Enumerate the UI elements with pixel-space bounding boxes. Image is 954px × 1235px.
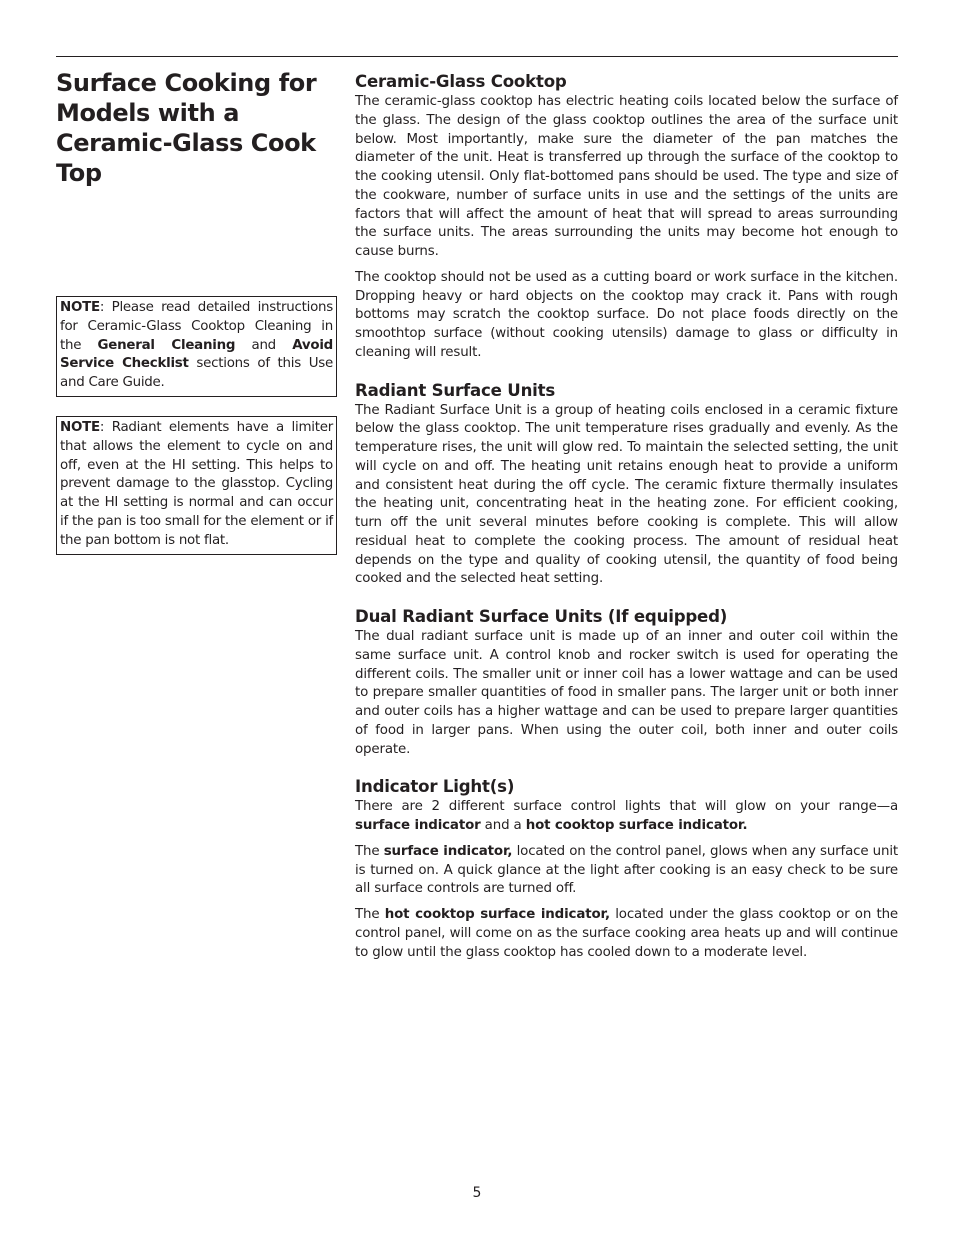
paragraph-text: The [355,843,384,859]
page-title: Surface Cooking for Models with a Ceramic-Glass Cook Top [56,69,317,187]
note-bold-text: Avoid Service Checklist [60,337,333,372]
right-column [355,72,898,980]
section-paragraph: The Radiant Surface Unit is a group of heating coils enclosed in a ceramic fixture below the glass cooktop. The unit temperature rises gradually and evenly. As the temperature rises, the unit will glow red. To maintain the selected setting, the unit will cycle on and off. The heating unit retains enough heat to provide a uniform and consistent heat during the off cycle. The ceramic fixture thermally insulates the heating unit, concentrating heat in the heating zone. For efficient cooking, turn off the unit several minutes before cooking is complete. This will allow residual heat to complete the cooking process. The amount of residual heat depends on the type and quality of cooking utensil, the quantity of food being cooked and the selected heat setting. [355,402,898,587]
section-paragraph [355,843,898,899]
paragraph-text: located on the control panel, glows when any surface unit is turned on. A quick glance at the light after cooking is an easy check to be sure all surface controls are turned off. [355,843,899,897]
section-ceramic-glass-cooktop [355,72,898,363]
left-column [56,68,337,188]
section-heading: Ceramic-Glass Cooktop [355,72,567,91]
section-heading: Indicator Light(s) [355,777,515,797]
section-paragraph: The ceramic-glass cooktop has electric heating coils located below the surface of the glass. The design of the glass cooktop outlines the area of the surface unit below. Most importantly, make sure the diameter of the pan matches the diameter of the unit. Heat is transferred up through the surface of the cooktop to the cooking utensil. Only flat-bottomed pans should be used. The type and size of the cookware, number of surface units in use and the settings of the units are factors that will affect the amount of heat that will spread to areas surrounding the surface units. The areas surrounding the units may become hot enough to cause burns. [355,94,898,259]
note-text: : Radiant elements have a limiter that allows the element to cycle on and off, even at the HI setting. This helps to prevent damage to the glasstop. Cycling at the HI setting is normal and can occur if the pan is too small for the element or if the pan bottom is not flat. [60,420,333,548]
note-label: NOTE [60,420,100,435]
note-text: sections of this Use and Care Guide. [60,356,333,391]
section-radiant-surface-units [355,381,898,590]
section-paragraph: The dual radiant surface unit is made up of an inner and outer coil within the same surface unit. A control knob and rocker switch is used for operating the different coils. The smaller unit or inner coil has a lower wattage and can be used to prepare smaller quantities of food in smaller pans. The larger unit or both inner and outer coils has a higher wattage and can be used to prepare larger quantities of food in larger pans. When using the outer coil, both inner and outer coils operate. [355,629,898,757]
note-radiant-limiter [56,416,337,555]
note-label: NOTE [60,300,100,315]
paragraph-text: The [355,907,385,922]
section-dual-radiant-surface-units [355,607,898,759]
section-indicator-lights [355,777,898,962]
paragraph-bold-text: surface indicator [355,818,481,833]
section-paragraph: The cooktop should not be used as a cutting board or work surface in the kitchen. Dropping heavy or hard objects on the cooktop may crack it. Pans with rough bottoms may scratch the cooktop surface. Do not place foods directly on the smoothtop surface (without cooking utensils) damage to glass or difficulty in cleaning will result. [355,269,898,360]
paragraph-bold-text: hot cooktop surface indicator. [525,818,748,833]
section-paragraph [355,798,898,836]
paragraph-text: There are 2 different surface control lights that will glow on your range—a [355,799,898,815]
section-heading: Dual Radiant Surface Units (If equipped) [355,607,728,626]
section-paragraph [355,906,898,962]
section-heading: Radiant Surface Units [355,380,556,400]
note-text: and [235,337,293,353]
paragraph-text: and a [480,818,526,833]
note-cleaning [56,296,337,397]
paragraph-bold-text: surface indicator, [383,843,513,859]
header-rule [56,56,898,57]
note-bold-text: General Cleaning [97,337,236,353]
note-text: : Please read detailed instructions for Ceramic-Glass Cooktop Cleaning in the [60,300,333,353]
page-number: 5 [472,1185,482,1201]
paragraph-text: located under the glass cooktop or on the control panel, will come on as the surface cooking area heats up and will continue to glow until the glass cooktop has cooled down to a moderate level. [355,907,898,960]
paragraph-bold-text: hot cooktop surface indicator, [384,907,610,922]
